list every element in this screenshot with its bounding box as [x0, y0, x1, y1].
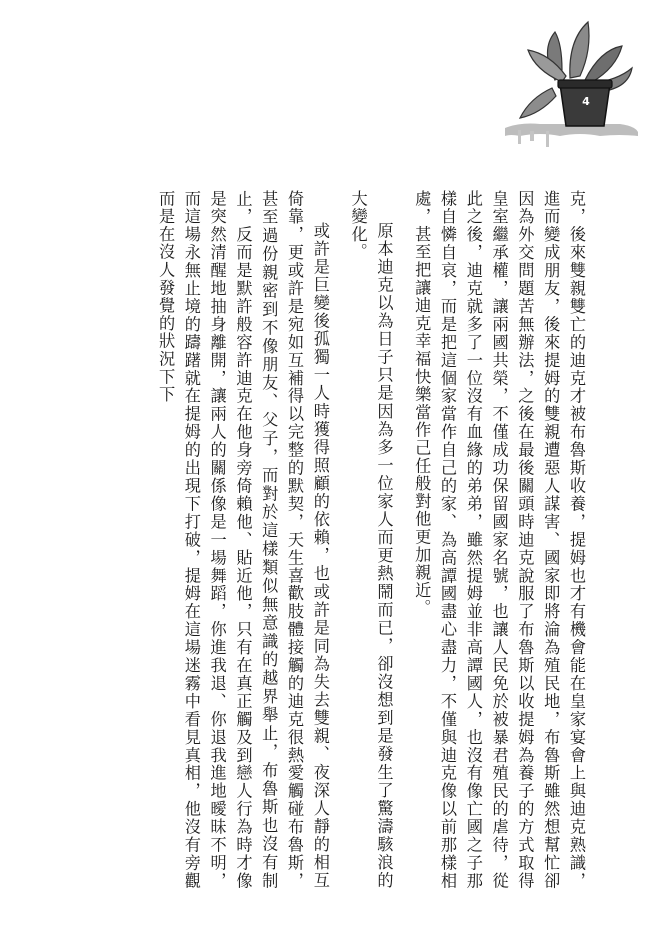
paragraph: 克，後來雙親雙亡的迪克才被布魯斯收養，提姆也才有機會能在皇家宴會上與迪克熟識，進而變成朋友，後來提姆的雙親遭惡人謀害、國家即將淪為殖民地，布魯斯雖然想幫忙卻因為外交問題苦無辦法，之後在最後關頭時迪克說服了布魯斯以收提姆為養子的方式取得皇室繼承權，讓兩國共榮，不僅成功保留國家名號，也讓人民免於被暴君殖民的虐待，從此之後，迪克就多了一位沒有血緣的弟弟，雖然提姆並非高譚國人，也沒有像亡國之子那樣自憐自哀，而是把這個家當作自己的家、為高譚國盡心盡力，不僅與迪克像以前那樣相處，甚至把讓迪克幸福快樂當作己任般對他更加親近。 — [412, 190, 586, 890]
paragraph: 或許是巨變後孤獨一人時獲得照顧的依賴，也或許是同為失去雙親、夜深人靜的相互倚靠，更或許是宛如互補得以完整的默契，天生喜歡肢體接觸的迪克很熱愛觸碰布魯斯，甚至過份親密到不像朋友、父子，而對於這樣類似無意識的越界舉止，布魯斯也沒有制止，反而是默許般容許迪克在他身旁倚賴他、貼近他，只有在真正觸及到戀人行為時才像是突然清醒地抽身離開，讓兩人的關係像是一場舞蹈，你進我退、你退我進地曖昧不明，而這場永無止境的躊躇就在提姆的出現下打破，提姆在這場迷霧中看見真相，他沒有旁觀而是在沒人發覺的狀況下下 — [156, 190, 330, 890]
potted-plant-icon — [500, 10, 640, 150]
body-text — [152, 190, 589, 890]
page-number: 4 — [582, 95, 590, 108]
paragraph: 原本迪克以為日子只是因為多一位家人而更熱鬧而已，卻沒想到是發生了驚濤駭浪的大變化。 — [348, 190, 394, 890]
